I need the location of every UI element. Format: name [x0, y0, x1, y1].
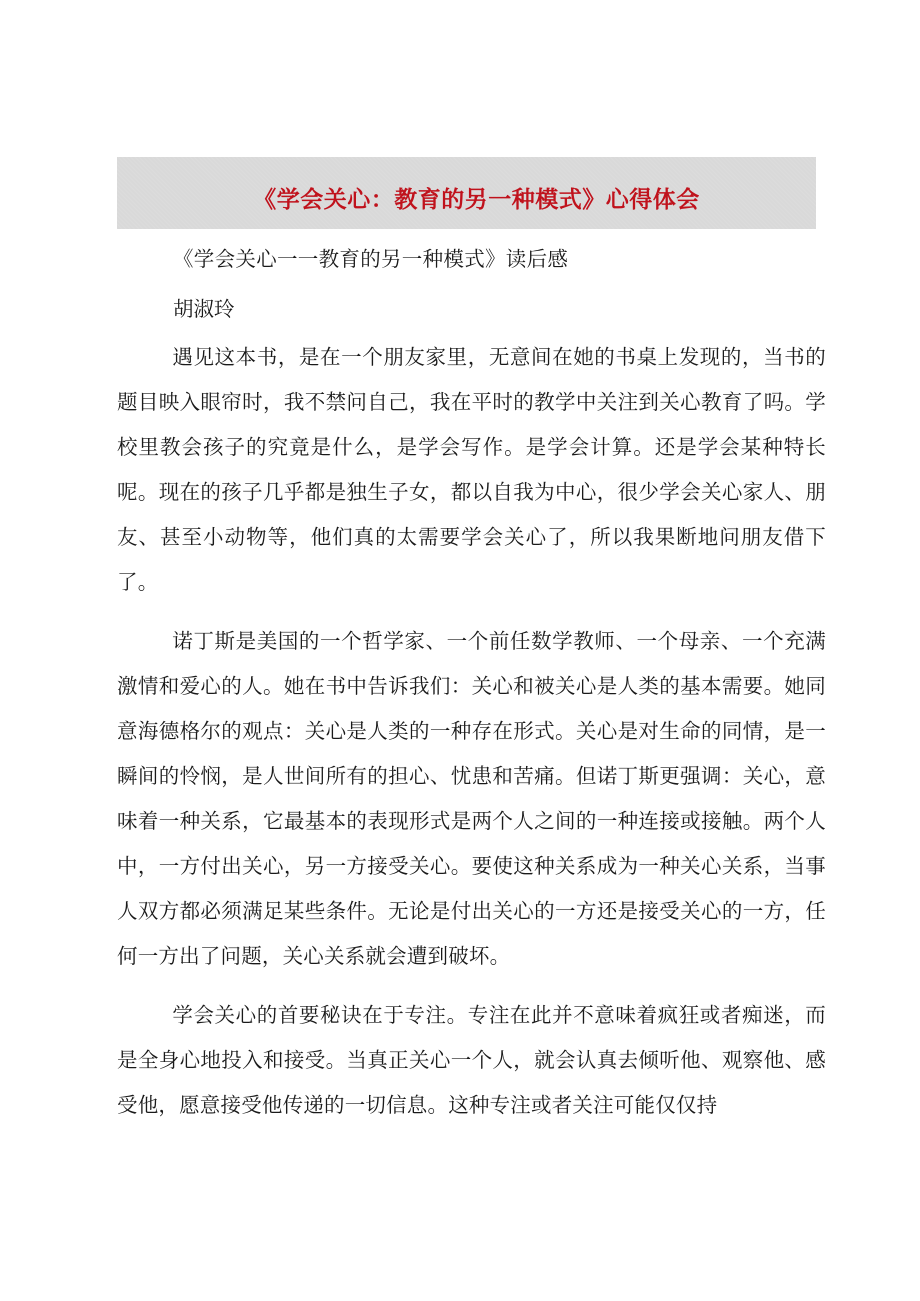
paragraph-1: 遇见这本书，是在一个朋友家里，无意间在她的书桌上发现的，当书的题目映入眼帘时，我不禁问自己，我在平时的教学中关注到关心教育了吗。学校里教会孩子的究竟是什么，是学会写作。是学会计算。还是学会某种特长呢。现在的孩子几乎都是独生子女，都以自我为中心，很少学会关心家人、朋友、甚至小动物等，他们真的太需要学会关心了，所以我果断地问朋友借下了。 — [117, 345, 826, 594]
title-banner — [117, 157, 816, 229]
document-subtitle: 《学会关心一一教育的另一种模式》读后感 — [173, 247, 569, 271]
paragraph-2: 诺丁斯是美国的一个哲学家、一个前任数学教师、一个母亲、一个充满激情和爱心的人。她在书中告诉我们：关心和被关心是人类的基本需要。她同意海德格尔的观点：关心是人类的一种存在形式。关心是对生命的同情，是一瞬间的怜悯，是人世间所有的担心、忧患和苦痛。但诺丁斯更强调：关心，意味着一种关系，它最基本的表现形式是两个人之间的一种连接或接触。两个人中，一方付出关心，另一方接受关心。要使这种关系成为一种关心关系，当事人双方都必须满足某些条件。无论是付出关心的一方还是接受关心的一方，任何一方出了问题，关心关系就会遭到破坏。 — [117, 629, 826, 968]
document-title: 《学会关心：教育的另一种模式》心得体会 — [253, 186, 700, 213]
author-name: 胡淑玲 — [173, 297, 235, 321]
paragraph-3: 学会关心的首要秘诀在于专注。专注在此并不意味着疯狂或者痴迷，而是全身心地投入和接受。当真正关心一个人，就会认真去倾听他、观察他、感受他，愿意接受他传递的一切信息。这种专注或者关注可能仅仅持 — [117, 1003, 826, 1117]
body-text — [117, 335, 826, 1142]
